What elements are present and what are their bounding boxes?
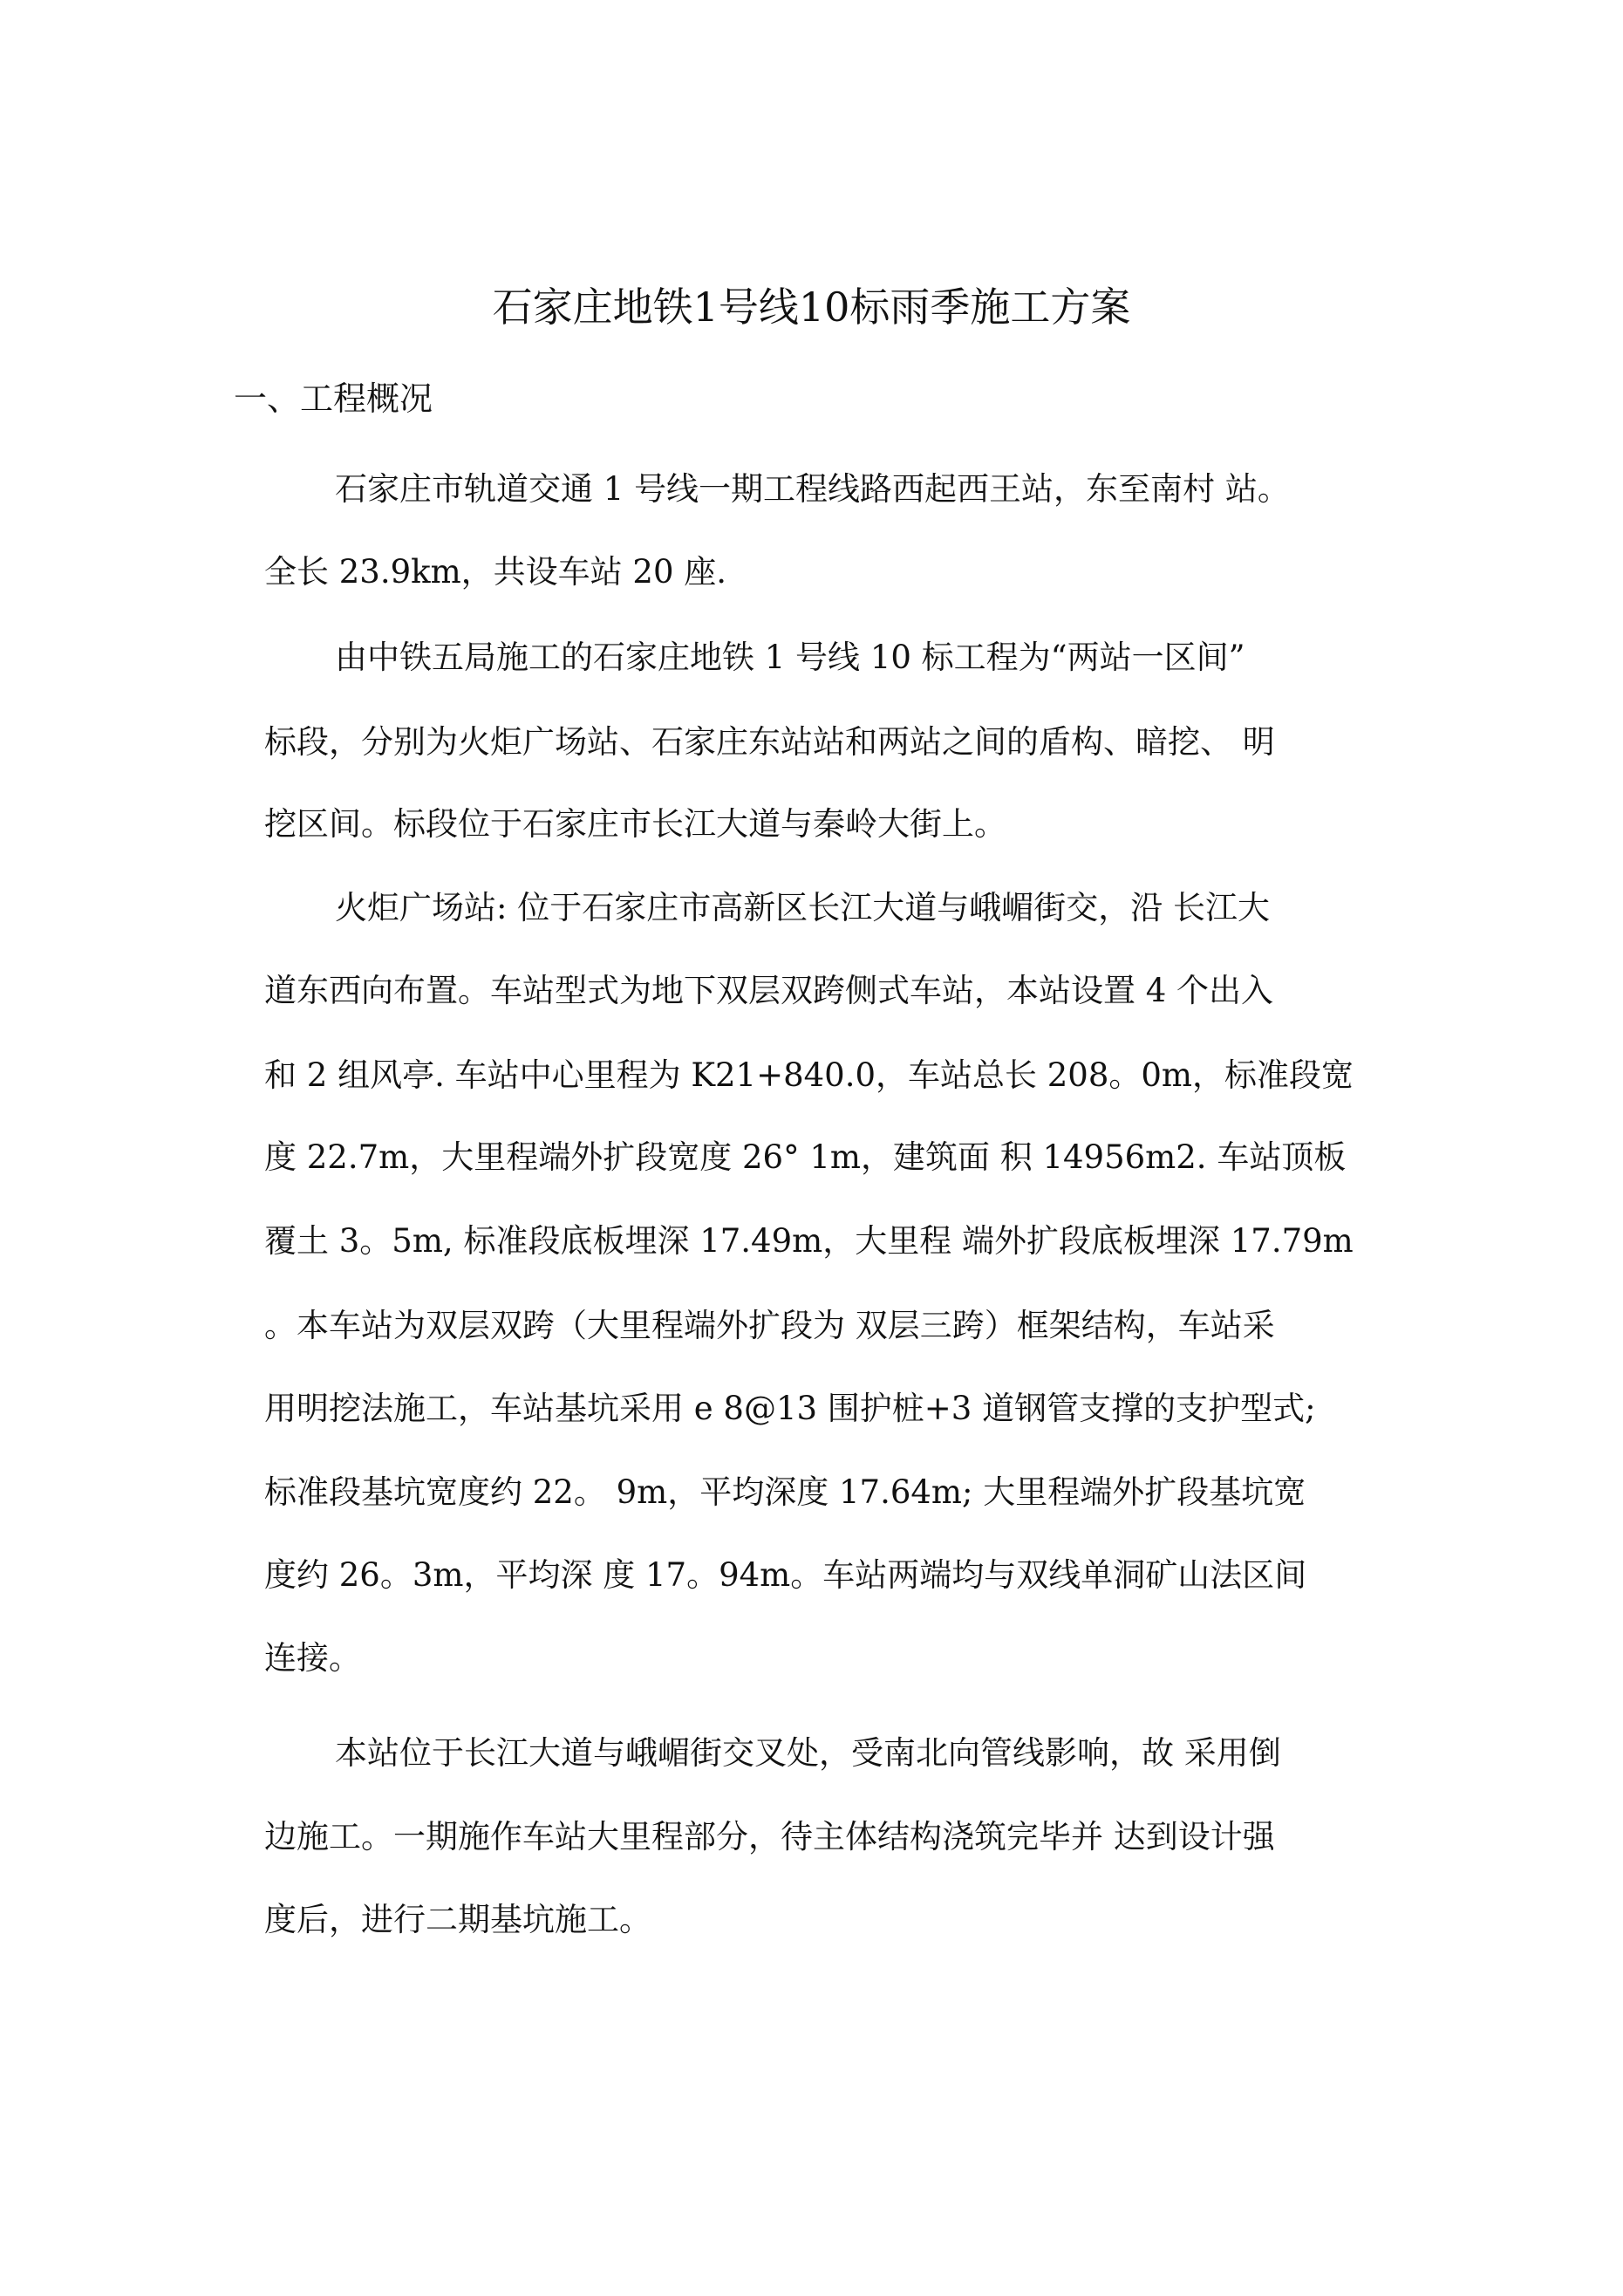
paragraph-3-line-9: 度约 26。3m，平均深 度 17。94m。车站两端均与双线单洞矿山法区间 (264, 1556, 1307, 1594)
paragraph-3-line-7: 用明挖法施工，车站基坑采用 e 8@13 围护桩+3 道钢管支撑的支护型式; (264, 1390, 1316, 1427)
paragraph-1-line-1: 石家庄市轨道交通 1 号线一期工程线路西起西王站，东至南村 站。 (335, 470, 1290, 508)
paragraph-3-line-2: 道东西向布置。车站型式为地下双层双跨侧式车站，本站设置 4 个出入 (264, 972, 1274, 1009)
paragraph-3-line-4: 度 22.7m，大里程端外扩段宽度 26° 1m，建筑面 积 14956m2. 车站顶板 (264, 1138, 1347, 1176)
paragraph-3-line-3: 和 2 组风亭. 车站中心里程为 K21+840.0，车站总长 208。0m，标准段宽 (264, 1056, 1354, 1094)
paragraph-4-line-1: 本站位于长江大道与峨嵋街交叉处，受南北向管线影响，故 采用倒 (335, 1734, 1281, 1772)
paragraph-4-line-2: 边施工。一期施作车站大里程部分，待主体结构浇筑完毕并 达到设计强 (264, 1818, 1275, 1855)
paragraph-4-line-3: 度后，进行二期基坑施工。 (264, 1901, 651, 1938)
paragraph-2-line-1: 由中铁五局施工的石家庄地铁 1 号线 10 标工程为“两站一区间” (335, 639, 1245, 676)
document-title: 石家庄地铁1号线10标雨季施工方案 (492, 284, 1131, 331)
paragraph-3-line-1: 火炬广场站: 位于石家庄市高新区长江大道与峨嵋街交，沿 长江大 (335, 889, 1270, 926)
paragraph-2-line-3: 挖区间。标段位于石家庄市长江大道与秦岭大街上。 (264, 805, 1006, 843)
paragraph-1-line-2: 全长 23.9km，共设车站 20 座. (264, 553, 727, 591)
paragraph-3-line-5: 覆土 3。5m, 标准段底板埋深 17.49m，大里程 端外扩段底板埋深 17.79m (264, 1222, 1354, 1260)
paragraph-3-line-8: 标准段基坑宽度约 22。 9m，平均深度 17.64m; 大里程端外扩段基坑宽 (264, 1473, 1306, 1511)
section-heading: 一、工程概况 (234, 379, 433, 418)
paragraph-2-line-2: 标段，分别为火炬广场站、石家庄东站站和两站之间的盾构、暗挖、 明 (264, 723, 1275, 761)
paragraph-3-line-10: 连接。 (264, 1639, 361, 1677)
paragraph-3-line-6: 。本车站为双层双跨（大里程端外扩段为 双层三跨）框架结构，车站采 (264, 1307, 1275, 1344)
